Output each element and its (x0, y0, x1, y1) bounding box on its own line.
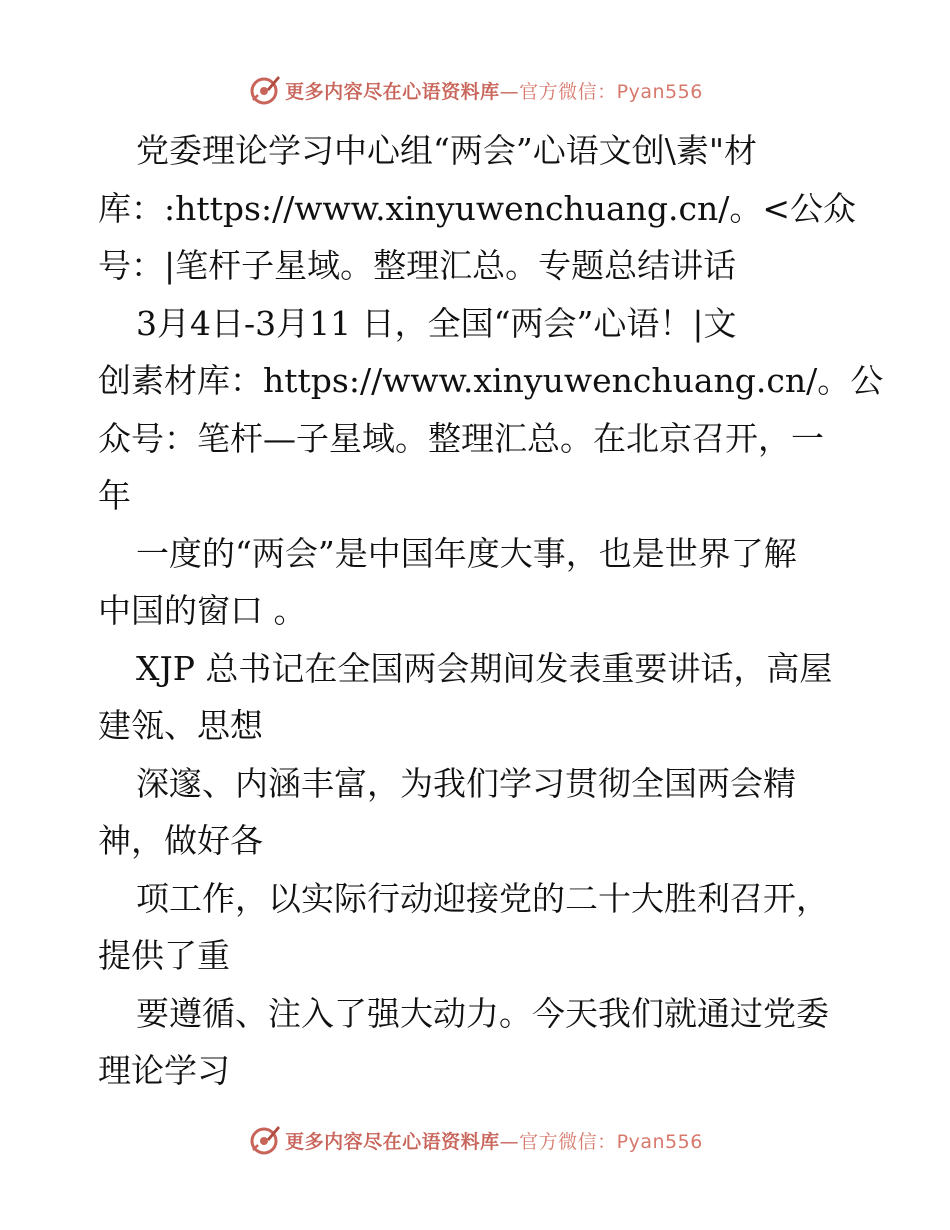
paragraph-line: 建瓴、思想 (98, 706, 263, 745)
quill-seal-icon (247, 73, 281, 107)
watermark-text (285, 1127, 703, 1154)
watermark-wechat: 官方微信：Pyan556 (519, 80, 703, 103)
paragraph-line: 要遵循、注入了强大动力。今天我们就通过党委 (136, 993, 829, 1033)
paragraph-line: XJP 总书记在全国两会期间发表重要讲话，高屋 (136, 648, 833, 688)
paragraph-line: 号：|笔杆子星域。整理汇总。专题总结讲话 (98, 246, 737, 285)
footer-watermark (0, 1120, 950, 1160)
watermark-dash: — (499, 80, 520, 103)
paragraph-line: 创素材库：https://www.xinyuwenchuang.cn/。公 (98, 361, 884, 400)
watermark-main: 更多内容尽在心语资料库 (285, 1130, 500, 1153)
paragraph-line: 库：:https://www.xinyuwenchuang.cn/。<公众 (98, 188, 857, 228)
document-body (98, 122, 884, 1100)
paragraph-line: 项工作，以实际行动迎接党的二十大胜利召开， (136, 878, 829, 918)
paragraph-line: 众号：笔杆—子星域。整理汇总。在北京召开，一 (98, 418, 824, 458)
paragraph-line: 党委理论学习中心组“两会”心语文创\素"材 (136, 131, 758, 170)
paragraph-line: 年 (98, 476, 131, 515)
paragraph-line: 中国的窗口 。 (98, 591, 307, 630)
paragraph-line: 神，做好各 (98, 821, 263, 860)
watermark-text (285, 77, 703, 104)
header-watermark (0, 70, 950, 110)
paragraph-line: 3月4日-3月11 日，全国“两会”心语！|文 (136, 303, 737, 343)
watermark-dash: — (499, 1130, 520, 1153)
watermark-wechat: 官方微信：Pyan556 (519, 1130, 703, 1153)
paragraph-line: 理论学习 (98, 1051, 230, 1090)
paragraph-line: 一度的“两会”是中国年度大事，也是世界了解 (136, 533, 797, 573)
quill-seal-icon (247, 1123, 281, 1157)
paragraph-line: 提供了重 (98, 936, 230, 975)
watermark-main: 更多内容尽在心语资料库 (285, 80, 500, 103)
paragraph-line: 深邃、内涵丰富，为我们学习贯彻全国两会精 (136, 763, 796, 803)
